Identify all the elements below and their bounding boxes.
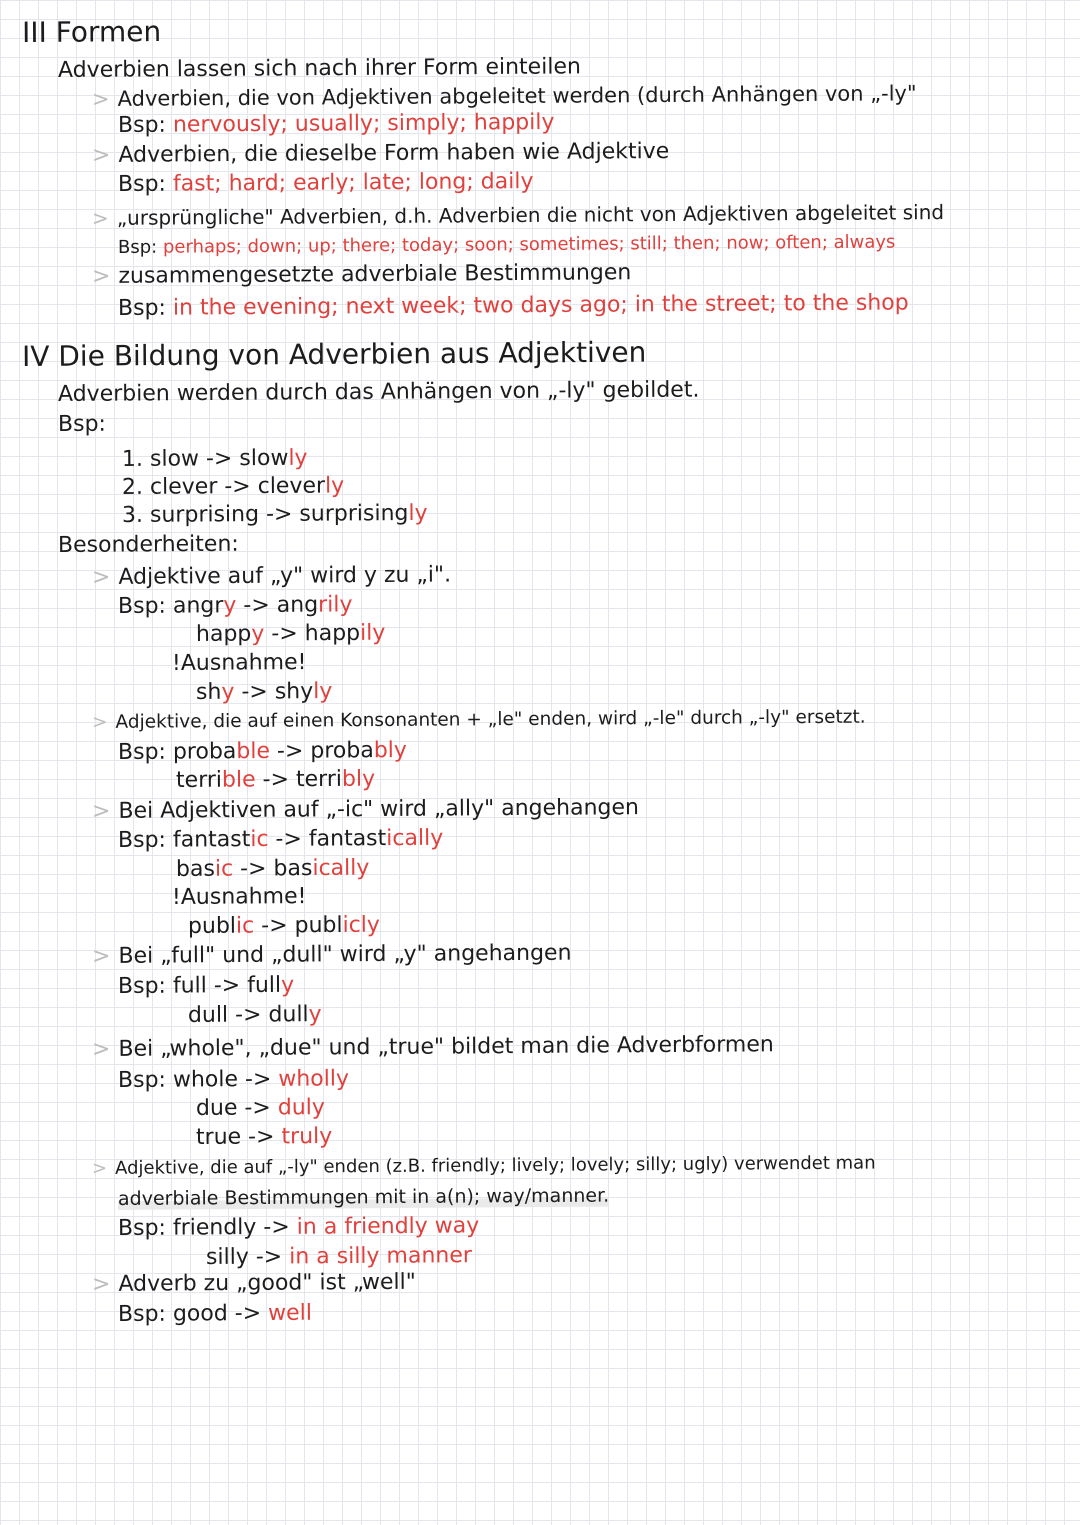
text-line	[58, 378, 700, 408]
line-text: Bei Adjektiven auf „-ic" wird „ally" angehangen	[118, 795, 640, 824]
text-line	[118, 1183, 609, 1212]
line-text-red: perhaps; down; up; there; today; soon; sometimes; still; then; now; often; always	[162, 231, 896, 258]
line-text-red: ly	[288, 445, 308, 471]
line-text: zusammengesetzte adverbiale Bestimmungen	[118, 260, 632, 289]
line-text: Besonderheiten:	[57, 531, 239, 558]
bullet-line	[92, 705, 866, 736]
line-text-red: icly	[342, 912, 380, 938]
subheading	[58, 532, 239, 559]
heading-bildung	[21, 335, 647, 373]
example-line	[118, 973, 294, 1000]
line-text-red: wholly	[278, 1066, 350, 1092]
line-text: true ->	[195, 1124, 282, 1150]
bullet-line	[92, 1270, 416, 1298]
line-text-red: ically	[386, 825, 444, 852]
line-text-red: fast; hard; early; late; long; daily	[172, 169, 534, 197]
example-line	[188, 1002, 322, 1029]
numbered-line	[122, 501, 428, 529]
line-text: Bei „whole", „due" und „true" bildet man die Adverbformen	[118, 1032, 774, 1062]
line-text-red: in a silly manner	[289, 1243, 472, 1270]
arrow-bullet-icon: >	[91, 86, 110, 111]
line-text-red: in a friendly way	[296, 1213, 480, 1240]
arrow-bullet-icon: >	[91, 943, 111, 969]
line-text-red: ly	[324, 473, 345, 499]
line-text: Bsp: proba	[117, 739, 237, 765]
line-text: Adverbien, die von Adjektiven abgeleitet werden (durch Anhängen von „-ly"	[117, 81, 917, 111]
example-line	[176, 767, 375, 794]
line-text: terri	[175, 767, 223, 793]
example-line	[196, 679, 333, 706]
line-text: !Ausnahme!	[171, 650, 307, 676]
line-text-red: ic	[235, 913, 255, 939]
example-line	[118, 290, 909, 322]
line-text: -> terri	[255, 766, 343, 793]
line-text-red: rily	[318, 592, 353, 618]
line-text: publ	[187, 913, 237, 939]
bullet-line	[92, 260, 631, 290]
line-text: bas	[175, 856, 216, 882]
line-text: adverbiale Bestimmungen mit in a(n); way/manner.	[117, 1184, 610, 1210]
line-text-red: duly	[277, 1095, 325, 1121]
example-line	[196, 621, 386, 648]
arrow-bullet-icon: >	[91, 1271, 111, 1297]
arrow-bullet-icon: >	[91, 142, 111, 168]
bullet-line	[92, 139, 669, 169]
line-text: -> bas	[233, 856, 313, 882]
bullet-line	[92, 199, 944, 231]
numbered-line	[122, 473, 344, 501]
example-line	[118, 826, 443, 854]
bullet-line	[92, 941, 572, 970]
example-line	[118, 230, 896, 261]
line-text-red: y	[281, 972, 295, 998]
arrow-bullet-icon: >	[91, 263, 111, 289]
example-line	[188, 913, 380, 940]
line-text: Bsp:	[117, 112, 174, 138]
line-text: Adverbien, die dieselbe Form haben wie Adjektive	[118, 138, 670, 168]
line-text: Bsp: full -> full	[117, 972, 282, 999]
example-line	[176, 856, 370, 883]
line-text-red: y	[221, 679, 235, 705]
line-text: Adverbien lassen sich nach ihrer Form einteilen	[57, 54, 581, 83]
example-line	[206, 1243, 472, 1271]
line-text: -> shy	[234, 679, 314, 705]
text-line	[58, 412, 106, 438]
line-text: Adjektive, die auf einen Konsonanten + „le" enden, wird „-le" durch „-ly" ersetzt.	[115, 706, 866, 733]
bullet-line	[92, 562, 451, 591]
arrow-bullet-icon: >	[91, 1036, 111, 1062]
line-text: -> proba	[269, 738, 374, 764]
line-text-red: ble	[236, 738, 271, 765]
line-text-red: ically	[312, 855, 370, 882]
example-line	[118, 738, 407, 766]
line-text-red: in the evening; next week; two days ago; in the street; to the shop	[172, 290, 909, 321]
line-text: Bsp:	[117, 236, 164, 258]
line-text: Bsp:	[57, 411, 107, 437]
line-text: Bsp: friendly ->	[117, 1214, 297, 1241]
line-text: -> fantast	[268, 826, 387, 852]
arrow-bullet-icon: >	[91, 798, 111, 824]
line-text: -> publ	[254, 912, 343, 939]
line-text: Adverbien werden durch das Anhängen von „-ly" gebildet.	[57, 377, 700, 407]
line-text-red: y	[223, 593, 237, 619]
line-text: „ursprüngliche" Adverbien, d.h. Adverbien die nicht von Adjektiven abgeleitet sind	[116, 200, 945, 230]
line-text: Adverb zu „good" ist „well"	[118, 1269, 416, 1297]
arrow-bullet-icon: >	[91, 564, 111, 590]
line-text: III Formen	[21, 15, 162, 49]
line-text: Bsp: fantast	[117, 827, 251, 853]
exception-label	[172, 650, 307, 677]
example-line	[118, 592, 353, 620]
line-text-red: y	[251, 621, 265, 647]
line-text-red: ic	[214, 856, 234, 882]
line-text: sh	[195, 679, 222, 705]
exception-label	[172, 884, 307, 911]
line-text-red: y	[308, 1002, 322, 1028]
line-text: Bsp:	[117, 171, 174, 197]
example-line	[118, 110, 555, 139]
arrow-bullet-icon: >	[91, 205, 109, 230]
arrow-bullet-icon: >	[91, 1157, 108, 1179]
line-text: Adjektive auf „y" wird y zu „i".	[118, 562, 452, 590]
example-line	[196, 1124, 332, 1151]
line-text: happ	[195, 621, 252, 647]
example-line	[118, 1213, 479, 1242]
heading-formen	[21, 15, 162, 49]
line-text-red: bly	[341, 766, 376, 792]
line-text: due ->	[195, 1095, 278, 1121]
line-text-red: ble	[221, 767, 256, 793]
line-text-red: ly	[408, 500, 428, 526]
line-text: silly ->	[205, 1244, 290, 1270]
bullet-line	[92, 795, 639, 825]
example-line	[118, 169, 534, 198]
line-text: Bsp: whole ->	[117, 1066, 279, 1093]
bullet-line	[92, 1032, 774, 1063]
line-text: Adjektive, die auf „-ly" enden (z.B. friendly; lively; lovely; silly; ugly) verwendet man	[115, 1152, 876, 1179]
line-text: Bsp: angr	[117, 593, 224, 619]
example-line	[118, 1301, 312, 1328]
example-line	[196, 1095, 325, 1122]
line-text: -> happ	[264, 620, 361, 647]
line-text-red: ic	[250, 826, 269, 853]
numbered-line	[122, 446, 308, 473]
example-line	[118, 1066, 349, 1094]
line-text: Bei „full" und „dull" wird „y" angehangen	[118, 940, 572, 969]
line-text: 3. surprising -> surprising	[121, 501, 409, 528]
line-text: -> ang	[236, 592, 319, 619]
line-text: dull -> dull	[187, 1002, 309, 1028]
line-text: IV Die Bildung von Adverbien aus Adjektiven	[21, 335, 647, 373]
line-text-red: truly	[281, 1124, 333, 1150]
line-text-red: ly	[313, 679, 333, 705]
line-text: Bsp:	[117, 295, 174, 321]
line-text: 2. clever -> clever	[121, 473, 326, 500]
line-text: Bsp: good ->	[117, 1300, 269, 1327]
line-text-red: ily	[360, 620, 386, 646]
line-text-red: well	[268, 1300, 312, 1326]
arrow-bullet-icon: >	[91, 711, 108, 733]
line-text: !Ausnahme!	[171, 884, 307, 910]
bullet-line	[92, 80, 917, 112]
line-text-red: nervously; usually; simply; happily	[172, 109, 555, 138]
line-text-red: bly	[373, 737, 407, 764]
bullet-line	[92, 1151, 876, 1182]
text-line	[58, 54, 581, 84]
line-text: 1. slow -> slow	[121, 445, 289, 472]
